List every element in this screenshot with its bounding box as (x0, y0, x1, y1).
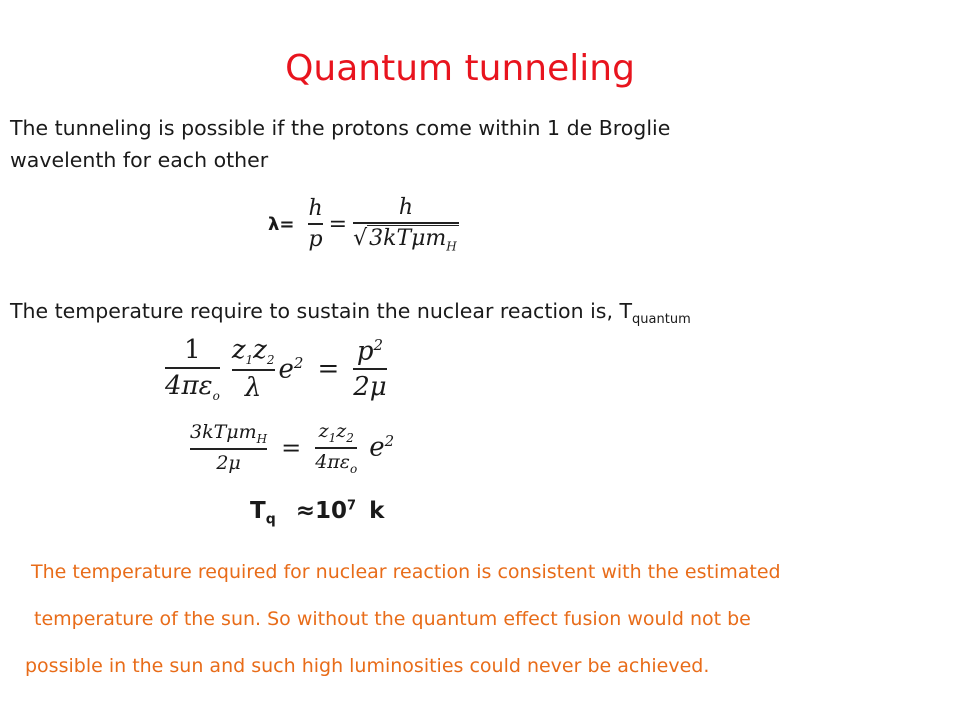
de-broglie-equation: λ= $\frac{h}{p}$ = $\frac{h}{√3kT\mu m_H}$ (268, 195, 457, 254)
intro-paragraph (10, 112, 670, 176)
temperature-paragraph (10, 295, 691, 336)
conclusion-paragraph (25, 549, 781, 690)
result-approx: ≈10 (295, 498, 348, 524)
intro-line-1: The tunneling is possible if the protons come within 1 de Broglie (10, 116, 671, 140)
thermal-energy-equation: $\frac{3kT\mu m_H}{2\mu}$ = $\frac{z_1z_2}{4\pi\varepsilon_o}$ $e^2$ (190, 420, 395, 476)
result-temperature (250, 498, 384, 528)
result-exponent: 7 (347, 498, 357, 514)
conclusion-line-2: temperature of the sun. So without the quantum effect fusion would not be (34, 608, 751, 630)
result-unit: k (369, 498, 385, 524)
conclusion-line-3: possible in the sun and such high luminosities could never be achieved. (25, 655, 710, 677)
temperature-subscript: quantum (632, 312, 691, 328)
result-T: T (250, 498, 266, 524)
conclusion-line-1: The temperature required for nuclear reaction is consistent with the estimated (31, 561, 781, 583)
h-over-p-fraction: $\frac{h}{p}$ (308, 196, 323, 253)
temperature-text: The temperature require to sustain the nuclear reaction is, T (10, 299, 633, 323)
slide-title: Quantum tunneling (285, 48, 635, 89)
h-over-sqrt-fraction: $\frac{h}{√3kT\mu m_H}$ (353, 195, 457, 254)
intro-line-2: wavelenth for each other (10, 148, 269, 172)
coulomb-energy-equation: $\frac{1}{4\pi\varepsilon_o}$ $\frac{z_1z_2}{\lambda}$ $e^2$ = $\frac{p^2}{2\mu}$ (165, 335, 387, 404)
lambda-label: λ= (268, 213, 295, 235)
result-T-sub: q (265, 511, 276, 528)
